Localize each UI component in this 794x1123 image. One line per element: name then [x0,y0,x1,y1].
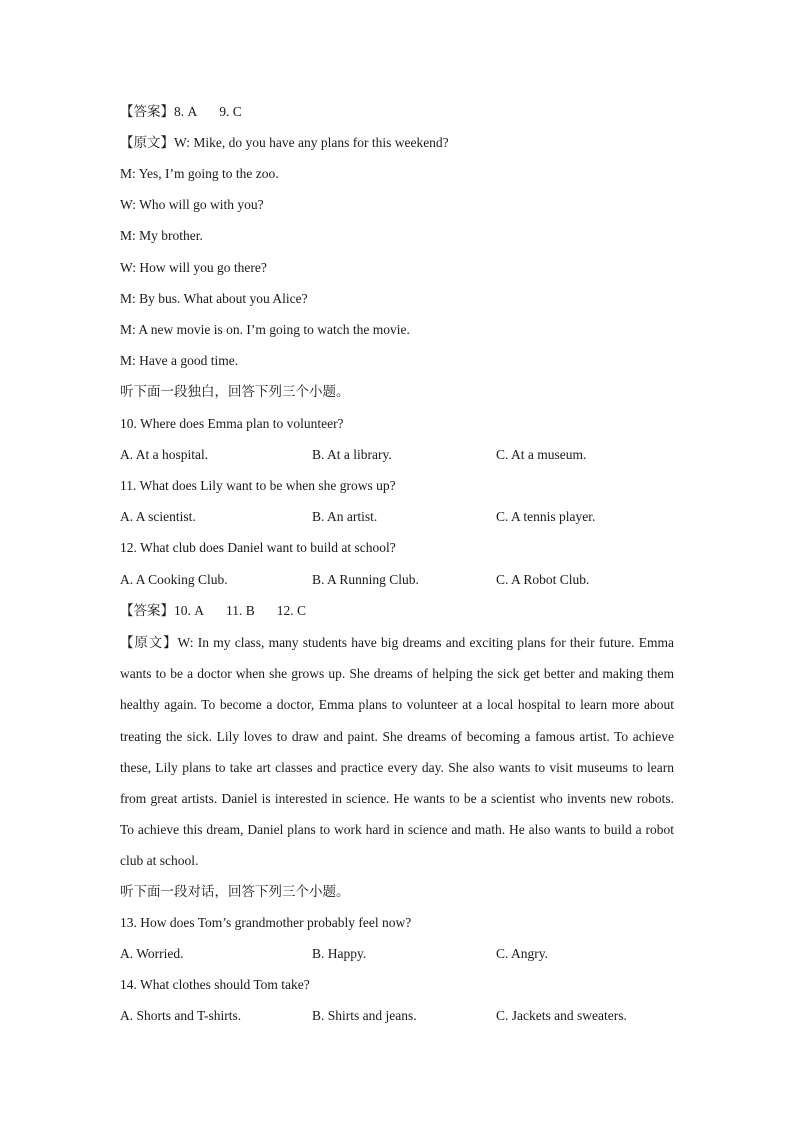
dialogue-line: M: A new movie is on. I’m going to watch the movie. [120,322,410,337]
answer-line-10-12 [120,602,306,620]
answer-12: 12. C [276,603,307,618]
answer-tag: 【答案】 [120,104,174,119]
option-12-c: C. A Robot Club. [496,572,590,587]
option-10-c: C. At a museum. [496,447,587,462]
source-tag: 【原文】 [120,135,174,150]
option-13-b: B. Happy. [312,946,367,961]
dialogue-line: M: Yes, I’m going to the zoo. [120,166,279,181]
dialogue-line: M: By bus. What about you Alice? [120,291,308,306]
question-12: 12. What club does Daniel want to build at school? [120,540,396,555]
option-13-a: A. Worried. [120,946,184,961]
dialogue-line: M: Have a good time. [120,353,239,368]
dialogue-line: W: How will you go there? [120,260,267,275]
answer-line-8-9 [120,103,242,121]
transcript-passage [120,627,674,877]
option-11-a: A. A scientist. [120,509,196,524]
transcript-line-1 [120,134,449,152]
option-10-b: B. At a library. [312,447,392,462]
option-12-b: B. A Running Club. [312,572,419,587]
answer-8: 8. A [174,104,198,119]
source-tag: 【原文】 [120,635,178,650]
option-12-a: A. A Cooking Club. [120,572,228,587]
answer-11: 11. B [226,603,255,618]
option-14-b: B. Shirts and jeans. [312,1008,417,1023]
section-instruction: 听下面一段对话，回答下列三个小题。 [120,884,350,899]
question-13: 13. How does Tom’s grandmother probably feel now? [120,915,412,930]
section-instruction: 听下面一段独白，回答下列三个小题。 [120,384,350,399]
answer-tag: 【答案】 [120,603,174,618]
option-11-b: B. An artist. [312,509,378,524]
passage-text: W: In my class, many students have big dreams and exciting plans for their future. Emma wants to be a doctor when she grows up. She dreams of helping the sick get better and making them healthy again. To become a doctor, Emma plans to volunteer at a local hospital to learn more about treating the sick. Lily loves to draw and paint. She dreams of becoming a famous artist. To achieve these, Lily plans to take art classes and practice every day. She also wants to visit museums to learn from great artists. Daniel is interested in science. He wants to be a scientist who invents new robots. To achieve this dream, Daniel plans to work hard in science and math. He also wants to build a robot club at school. [120,635,675,869]
option-14-a: A. Shorts and T-shirts. [120,1008,242,1023]
answer-9: 9. C [219,104,242,119]
question-11: 11. What does Lily want to be when she grows up? [120,478,396,493]
question-14: 14. What clothes should Tom take? [120,977,310,992]
option-14-c: C. Jackets and sweaters. [496,1008,627,1023]
dialogue-line: W: Mike, do you have any plans for this weekend? [174,135,449,150]
dialogue-line: M: My brother. [120,228,203,243]
option-11-c: C. A tennis player. [496,509,596,524]
option-10-a: A. At a hospital. [120,447,209,462]
answer-10: 10. A [174,603,204,618]
option-13-c: C. Angry. [496,946,549,961]
dialogue-line: W: Who will go with you? [120,197,264,212]
question-10: 10. Where does Emma plan to volunteer? [120,416,344,431]
